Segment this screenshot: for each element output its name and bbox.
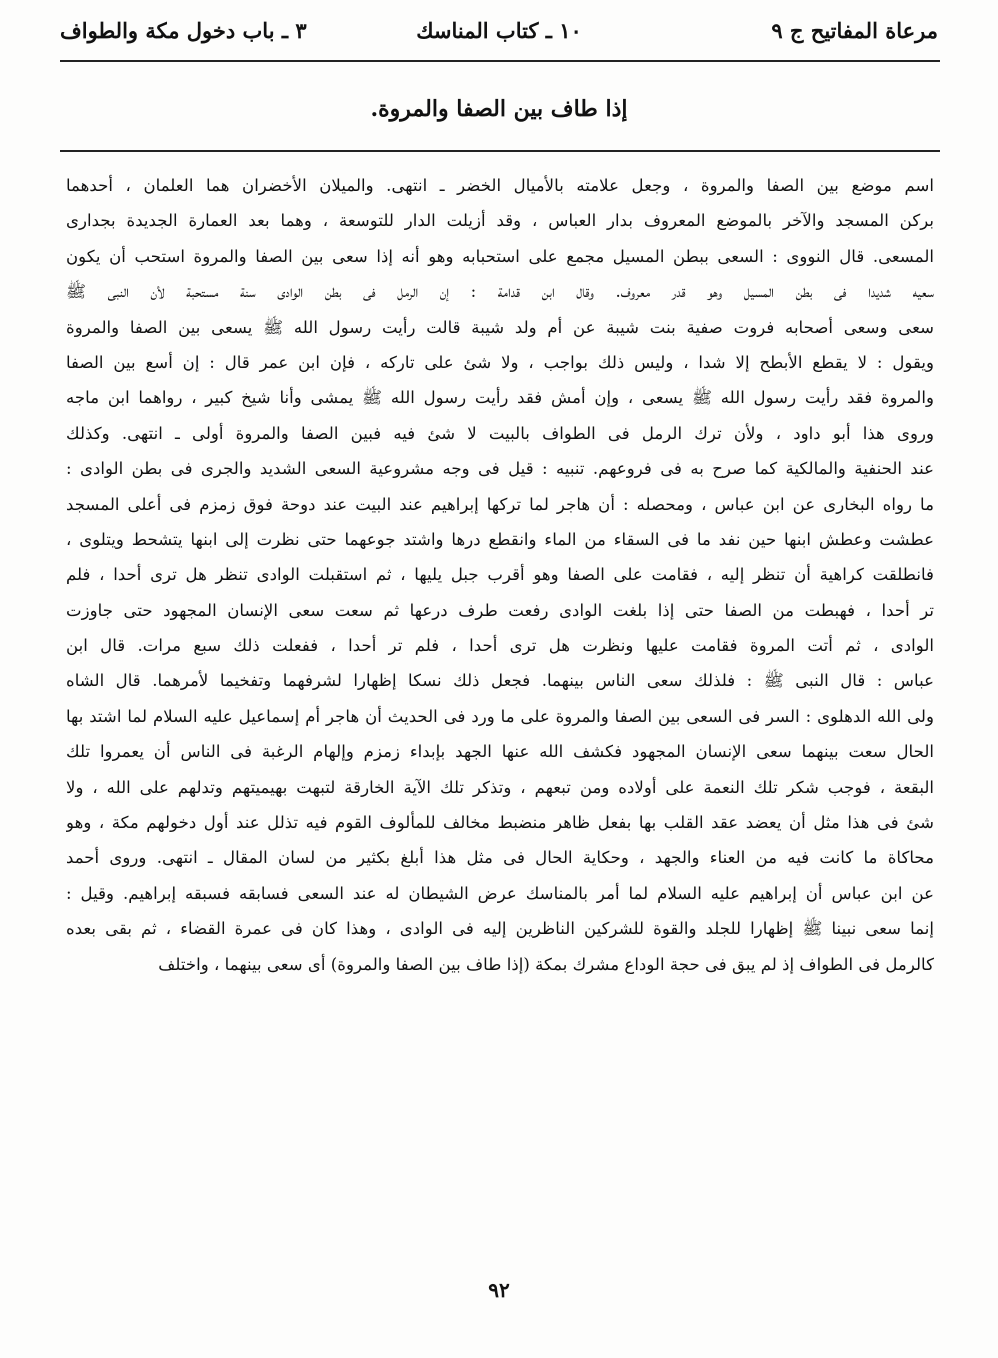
text-line: عطشت وعطش ابنها حين نفد ما فى السقاء من الماء وانقطع درها واشتد جوعهما حتى نظرت إلى ابنها يتشحط ويتلوى ،: [66, 529, 934, 549]
chapter-title: ١٠ ـ كتاب المناسك: [416, 18, 582, 43]
text-line: اسم موضع بين الصفا والمروة ، وجعل علامته بالأميال الخضر ـ انتهى. والميلان الأخضران هما العلمان ، أحدهما: [66, 176, 934, 195]
text-line: إنما سعى نبينا ﷺ إظهارا للجلد والقوة للشركين الناظرين إليه فى الوادى ، وهذا كان فى عمرة القضاء ، ثم بقى بعده: [66, 919, 934, 939]
text-line: كالرمل فى الطواف إذ لم يبق فى حجة الوداع مشرك بمكة (إذا طاف بين الصفا والمروة) أى سعى بينهما ، واختلف: [158, 954, 934, 974]
text-line: ولى الله الدهلوى : السر فى السعى بين الصفا والمروة على ما ورد فى الحديث أن هاجر أم إسماعيل عليه السلام لما اشتد بها: [66, 706, 934, 726]
text-line: المسعى. قال النووى : السعى ببطن المسيل مجمع على استحبابه وهو أنه إذا سعى بين الصفا والمروة استحب أن يكون: [66, 246, 934, 266]
text-line: البقعة ، فوجب شكر تلك النعمة على أولاده ومن تبعهم ، وتذكر تلك الآية الخارقة لتبهت بهيميتهم وتدلهم على الله ، ولا: [66, 777, 934, 797]
text-line: عن ابن عباس أن إبراهيم عليه السلام لما أمر بالمناسك عرض الشيطان له عند السعى فسابقه فسبقه إبراهيم. وقيل :: [66, 883, 934, 903]
running-header: [60, 12, 938, 56]
header-divider: [60, 60, 940, 62]
hadith-quote-heading: إذا طاف بين الصفا والمروة.: [370, 96, 628, 122]
text-line: محاكاة ما كانت فيه من العناء والجهد ، وحكاية الحال فى مثل هذا أبلغ بكثير من لسان المقال ـ انتهى. وروى أحمد: [66, 848, 934, 868]
text-line: سعيه شديدا فى بطن المسيل وهو قدر معروف. وقال ابن قدامة : إن الرمل فى بطن الوادى سنة مستحبة لأن النبى ﷺ: [66, 282, 934, 302]
section-title: ٣ ـ باب دخول مكة والطواف: [60, 18, 307, 43]
text-line: عباس : قال النبى ﷺ : فلذلك سعى الناس بينهما. فجعل ذلك نسكا إظهارا لشرفهما وتفخيما لأمرهما. قال الشاه: [66, 671, 934, 691]
text-line: فانطلقت كراهية أن تنظر إليه ، فقامت على الصفا وهو أقرب جبل يليها ، ثم استقبلت الوادى تنظر هل ترى أحدا ، فلم: [66, 565, 934, 585]
book-title: مرعاة المفاتيح ج ٩: [771, 18, 938, 43]
text-line: شئ فى هذا مثل أن يعضد عقد القلب بها بفعل ظاهر منضبط مخالف للمألوف القوم فيه تذلل عند أول دخولهم مكة ، وهو: [66, 813, 934, 833]
text-line: سعى وسعى أصحابه فروت صفية بنت شيبة عن أم ولد شيبة قالت رأيت رسول الله ﷺ يسعى بين الصفا والمروة: [66, 317, 934, 337]
text-line: الوادى ، ثم أتت المروة فقامت عليها ونظرت هل ترى أحدا ، فلم تر أحدا ، ففعلت ذلك سبع مرات. قال ابن: [66, 636, 934, 656]
text-line: والمروة فقد رأيت رسول الله ﷺ يسعى ، وإن أمش فقد رأيت رسول الله ﷺ يمشى وأنا شيخ كبير ، رواهما ابن ماجه: [66, 388, 934, 408]
text-line: الحال سعت بينهما سعى الإنسان المجهود فكشف الله عنها الجهد بإبداء زمزم وإلهام الرغبة فى الناس أن يعمروا تلك: [66, 742, 934, 762]
text-line: ما رواه البخارى عن ابن عباس ، ومحصله : أن هاجر لما تركها إبراهيم عند البيت عند دوحة فوق زمزم فى أعلى المسجد: [66, 494, 934, 514]
text-line: عند الحنفية والمالكية كما صرح به فى فروعهم. تنبيه : قيل فى وجه مشروعية السعى الشديد والجرى فى بطن الوادى :: [66, 459, 934, 479]
commentary-body: [66, 168, 934, 982]
text-line: وروى هذا أبو داود ، ولأن ترك الرمل فى الطواف بالبيت لا شئ فيه فبين الصفا والمروة أولى ـ انتهى. وكذلك: [66, 423, 934, 443]
text-line: ويقول : لا يقطع الأبطح إلا شدا ، وليس ذلك بواجب ، ولا شئ على تاركه ، فإن ابن عمر قال : إن أسع بين الصفا: [66, 352, 934, 372]
quote-divider: [60, 150, 940, 152]
text-line: تر أحدا ، فهبطت من الصفا حتى إذا بلغت الوادى رفعت طرف درعها ثم سعت سعى الإنسان المجهود حتى جاوزت: [66, 600, 934, 620]
page-number: ٩٢: [488, 1278, 510, 1302]
text-line: بركن المسجد والآخر بالموضع المعروف بدار العباس ، وقد أزيلت الدار للتوسعة ، وهما بعد العمارة الجديدة بجدارى: [66, 211, 934, 231]
